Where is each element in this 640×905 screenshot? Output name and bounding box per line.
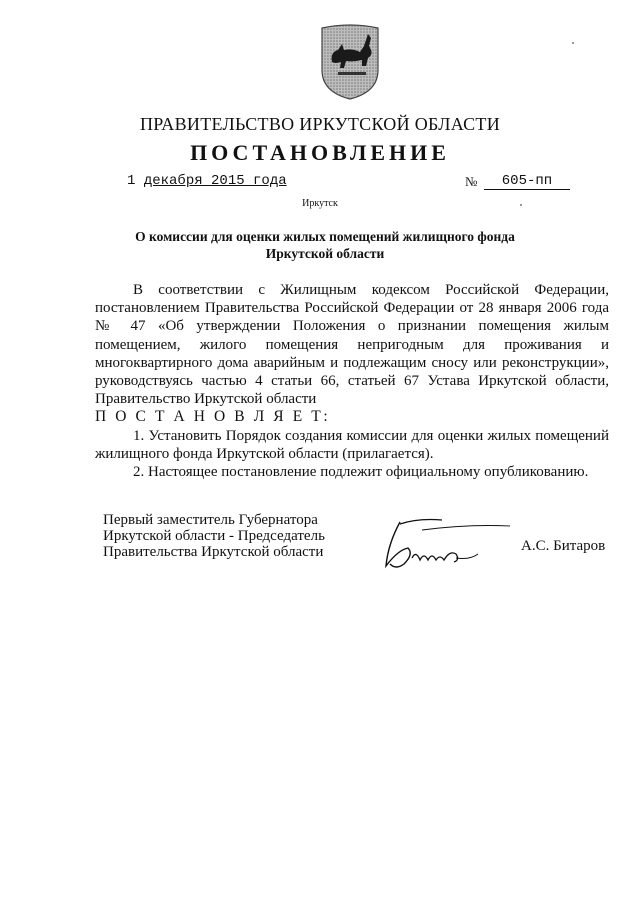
item-2-paragraph: 2. Настоящее постановление подлежит официальному опубликованию. [133, 464, 589, 481]
signatory-title-line-3: Правительства Иркутской области [103, 544, 324, 560]
document-body [95, 281, 609, 481]
preamble-paragraph: В соответствии с Жилищным кодексом Российской Федерации, постановлением Правительства Российской Федерации от 28 января 2006 года № 47 «Об утверждении Положения о признании помещения жилым помещением, жилого помещения непригодным для проживания и многоквартирного дома аварийным и подлежащим сносу или реконструкции», руководствуясь частью 4 статьи 66, статьей 67 Устава Иркутской области, Правительство Иркутской области [95, 282, 609, 408]
document-date [127, 173, 287, 189]
number-label: № [465, 174, 478, 189]
signatory-title [103, 512, 325, 560]
signatory-name: А.С. Битаров [521, 538, 606, 554]
signatory-title-line-2: Иркутской области - Председатель [103, 528, 325, 544]
handwritten-signature [378, 514, 514, 576]
date-month-year: декабря 2015 года [143, 173, 287, 189]
scan-speck [520, 204, 522, 206]
coat-of-arms-emblem [318, 22, 382, 100]
city-name: Иркутск [302, 198, 338, 209]
signatory-title-line-1: Первый заместитель Губернатора [103, 512, 318, 528]
document-title [120, 228, 530, 262]
scan-speck [572, 42, 574, 44]
title-line-2: Иркутской области [265, 246, 385, 261]
item-1-paragraph: 1. Установить Порядок создания комиссии для оценки жилых помещений жилищного фонда Иркутской области (прилагается). [95, 427, 609, 462]
document-type-heading: ПОСТАНОВЛЕНИЕ [190, 140, 450, 165]
document-number: 605-пп [484, 173, 570, 190]
title-line-1: О комиссии для оценки жилых помещений жилищного фонда [135, 229, 515, 244]
government-name: ПРАВИТЕЛЬСТВО ИРКУТСКОЙ ОБЛАСТИ [139, 114, 501, 134]
resolves-heading: П О С Т А Н О В Л Я Е Т: [95, 408, 331, 426]
date-day: 1 [127, 173, 136, 189]
